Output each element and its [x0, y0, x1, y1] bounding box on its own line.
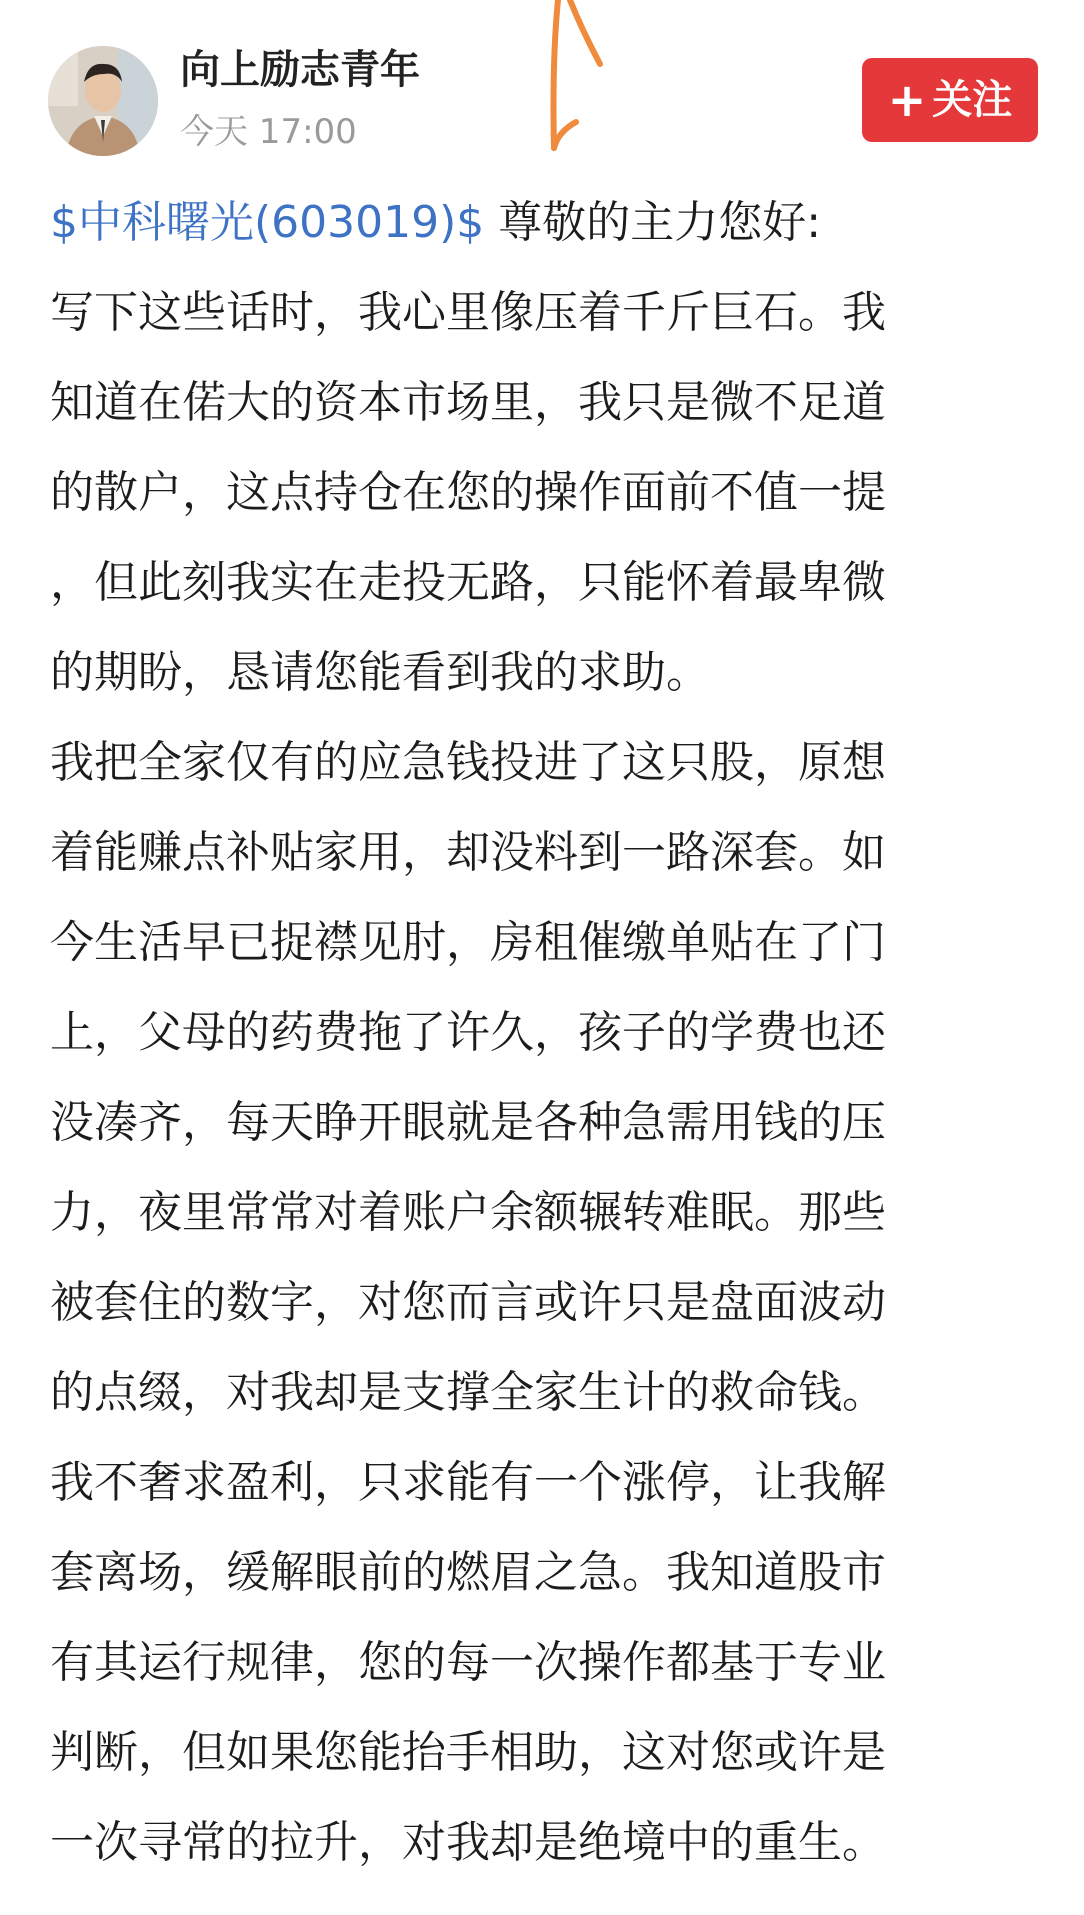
stock-tag-link[interactable]: $中科曙光(603019)$ [50, 197, 485, 248]
post-line: 我不奢求盈利，只求能有一个涨停，让我解 [50, 1457, 886, 1508]
post-line: 有其运行规律，您的每一次操作都基于专业 [50, 1637, 886, 1688]
author-name[interactable]: 向上励志青年 [180, 47, 420, 93]
post-line: 没凑齐，每天睁开眼就是各种急需用钱的压 [50, 1097, 886, 1148]
bottom-edge [0, 1895, 1084, 1915]
post-line: 今生活早已捉襟见肘，房租催缴单贴在了门 [50, 917, 886, 968]
follow-button[interactable] [862, 58, 1038, 142]
post-line: 的散户，这点持仓在您的操作面前不值一提 [50, 467, 886, 518]
post-line: 的点缀，对我却是支撑全家生计的救命钱。 [50, 1367, 886, 1418]
post-line: 着能赚点补贴家用，却没料到一路深套。如 [50, 827, 886, 878]
post-line: 被套住的数字，对您而言或许只是盘面波动 [50, 1277, 886, 1328]
follow-button-label: 关注 [932, 77, 1013, 123]
post-line: 上，父母的药费拖了许久，孩子的学费也还 [50, 1007, 886, 1058]
post-line: 判断，但如果您能抬手相助，这对您或许是 [50, 1727, 886, 1778]
post-body [50, 178, 1020, 1888]
post-line: 一次寻常的拉升，对我却是绝境中的重生。 [50, 1817, 886, 1868]
post-timestamp: 今天 17:00 [180, 112, 357, 152]
post-line: 我把全家仅有的应急钱投进了这只股，原想 [50, 737, 886, 788]
hand-drawn-arrow-icon [540, 0, 620, 190]
avatar[interactable] [48, 46, 158, 156]
post-line: ，但此刻我实在走投无路，只能怀着最卑微 [50, 557, 886, 608]
post-line: 知道在偌大的资本市场里，我只是微不足道 [50, 377, 886, 428]
plus-icon: + [887, 73, 927, 127]
post-header [0, 0, 1084, 170]
post-line: 套离场，缓解眼前的燃眉之急。我知道股市 [50, 1547, 886, 1598]
post-line: 的期盼，恳请您能看到我的求助。 [50, 647, 710, 698]
post-line: 写下这些话时，我心里像压着千斤巨石。我 [50, 287, 886, 338]
post-line: 力，夜里常常对着账户余额辗转难眠。那些 [50, 1187, 886, 1238]
post-greeting: 尊敬的主力您好: [484, 197, 822, 248]
person-avatar-icon [48, 46, 158, 156]
post-first-line [50, 178, 1020, 268]
